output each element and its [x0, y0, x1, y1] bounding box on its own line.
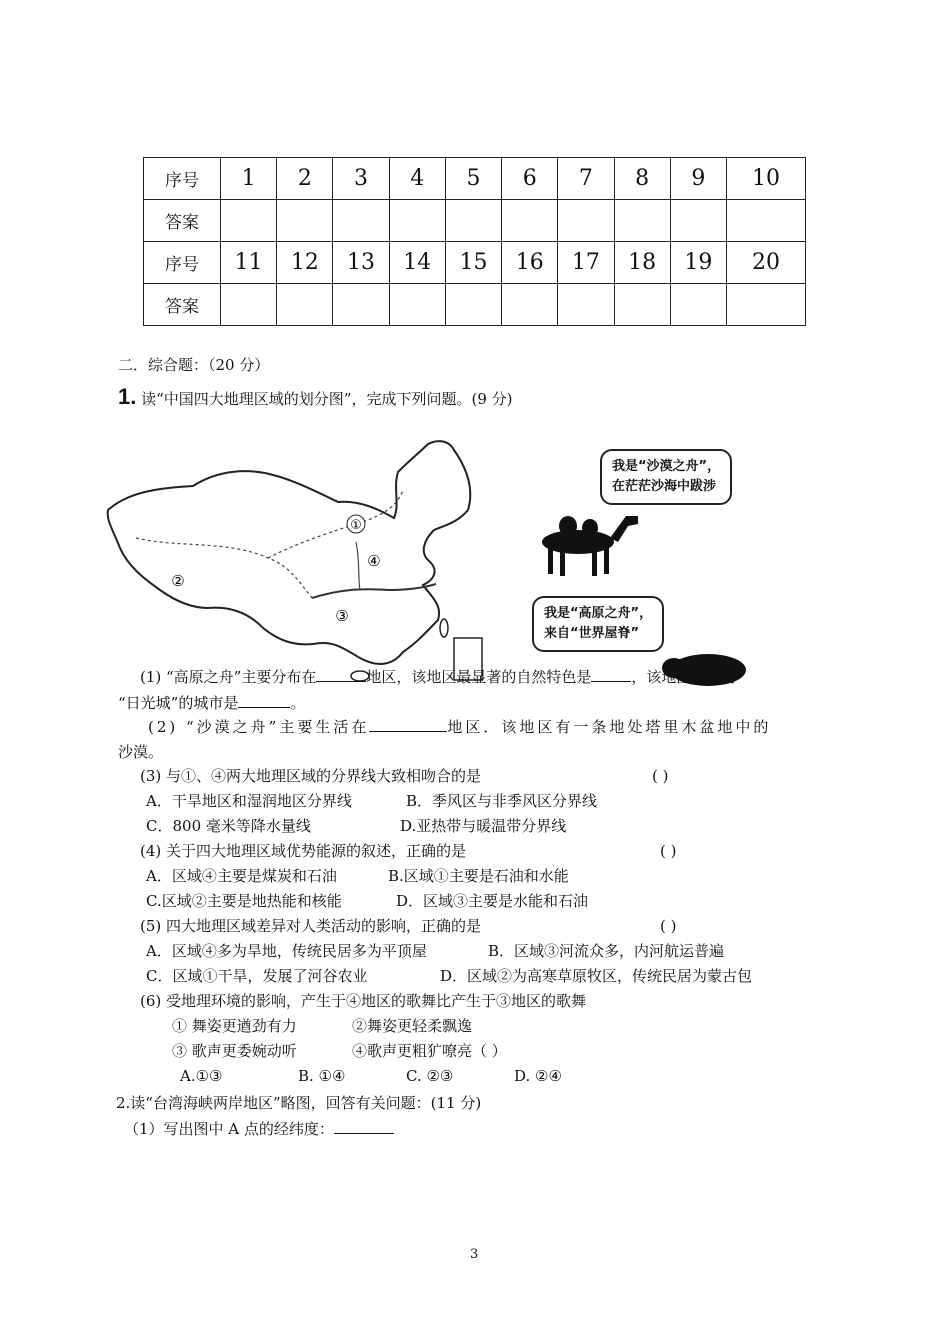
- q1-sub3-stem: (3) 与①、④两大地理区域的分界线大致相吻合的是: [140, 767, 482, 785]
- page-number: 3: [470, 1247, 479, 1262]
- table-row: [144, 200, 806, 242]
- answer-paren[interactable]: ( ): [660, 842, 677, 860]
- option-a: A．干旱地区和湿润地区分界线: [146, 792, 352, 810]
- option-a: A．区域④多为旱地，传统民居多为平顶屋: [146, 942, 427, 960]
- option-b: B．区域③河流众多，内河航运普遍: [488, 942, 725, 960]
- answer-cell[interactable]: [614, 200, 670, 242]
- camel-picture: [542, 516, 638, 576]
- table-cell: 20: [727, 242, 806, 284]
- answer-cell[interactable]: [389, 284, 445, 326]
- region-label-1: ①: [350, 518, 362, 533]
- option-b: B. ①④: [298, 1067, 346, 1085]
- answer-cell[interactable]: [670, 284, 726, 326]
- table-cell: 15: [445, 242, 501, 284]
- region-label-2: ②: [171, 572, 185, 590]
- row-label: 答案: [144, 200, 221, 242]
- table-cell: 3: [333, 158, 389, 200]
- table-cell: 19: [670, 242, 726, 284]
- q1-sub4-stem: (4) 关于四大地理区域优势能源的叙述，正确的是: [140, 842, 467, 860]
- table-cell: 5: [445, 158, 501, 200]
- camel-speech-bubble: [600, 449, 732, 505]
- boundary-line: [356, 542, 360, 590]
- camel-bubble-line: 在茫茫沙海中跋涉: [612, 479, 717, 494]
- answer-cell[interactable]: [221, 200, 277, 242]
- q1-sub5-stem: (5) 四大地理区域差异对人类活动的影响，正确的是: [140, 917, 482, 935]
- option-a: A.①③: [180, 1067, 223, 1085]
- boundary-line: [136, 538, 312, 598]
- answer-blank[interactable]: [238, 692, 290, 708]
- row-label: 答案: [144, 284, 221, 326]
- option-a: A．区域④主要是煤炭和石油: [146, 867, 337, 885]
- boundary-line: [312, 584, 436, 598]
- q1-sub6-stem: (6) 受地理环境的影响，产生于④地区的歌舞比产生于③地区的歌舞: [140, 992, 587, 1010]
- region-label-4: ④: [367, 552, 381, 570]
- answer-cell[interactable]: [727, 200, 806, 242]
- q2-sub1: （1）写出图中 A 点的经纬度：: [124, 1118, 394, 1139]
- answer-cell[interactable]: [445, 200, 501, 242]
- answer-cell[interactable]: [614, 284, 670, 326]
- answer-cell[interactable]: [221, 284, 277, 326]
- table-cell: 6: [502, 158, 558, 200]
- q1-number: 1.: [118, 384, 137, 409]
- answer-paren[interactable]: ( ): [652, 767, 669, 785]
- table-cell: 8: [614, 158, 670, 200]
- table-cell: 18: [614, 242, 670, 284]
- row-label: 序号: [144, 242, 221, 284]
- option-b: B.区域①主要是石油和水能: [388, 867, 569, 885]
- option-d: D．区域②为高寒草原牧区，传统民居为蒙古包: [440, 967, 753, 985]
- answer-cell[interactable]: [333, 284, 389, 326]
- option-d: D．区域③主要是水能和石油: [396, 892, 589, 910]
- section-title: 二．综合题：（20 分）: [118, 356, 270, 374]
- table-cell: 13: [333, 242, 389, 284]
- option-c: C.区域②主要是地热能和核能: [146, 892, 342, 910]
- taiwan-island: [440, 619, 448, 637]
- q1-sub1-line2: “日光城”的城市是 。: [118, 694, 306, 712]
- answer-cell[interactable]: [277, 284, 333, 326]
- table-row: [144, 284, 806, 326]
- statement-2: ②舞姿更轻柔飘逸: [352, 1017, 473, 1035]
- yak-bubble-line: 我是“高原之舟”，: [544, 606, 653, 621]
- option-d: D.亚热带与暖温带分界线: [400, 817, 567, 835]
- row-label: 序号: [144, 158, 221, 200]
- table-cell: 7: [558, 158, 614, 200]
- answer-cell[interactable]: [558, 200, 614, 242]
- answer-blank[interactable]: [591, 666, 631, 682]
- table-cell: 1: [221, 158, 277, 200]
- q1-stem: [118, 384, 513, 409]
- camel-bubble-line: 我是“沙漠之舟”，: [612, 459, 721, 474]
- table-cell: 17: [558, 242, 614, 284]
- answer-blank[interactable]: [334, 1118, 394, 1134]
- option-d: D. ②④: [514, 1067, 562, 1085]
- option-c: C. ②③: [406, 1067, 454, 1085]
- statement-1: ① 舞姿更遒劲有力: [172, 1017, 297, 1035]
- q2-stem: 2.读“台湾海峡两岸地区”略图，回答有关问题：(11 分): [116, 1094, 482, 1112]
- answer-table: [143, 157, 806, 326]
- answer-cell[interactable]: [670, 200, 726, 242]
- table-cell: 10: [727, 158, 806, 200]
- option-b: B．季风区与非季风区分界线: [406, 792, 598, 810]
- answer-blank[interactable]: [369, 716, 447, 732]
- answer-cell[interactable]: [277, 200, 333, 242]
- table-cell: 4: [389, 158, 445, 200]
- q1-stem-text: 读“中国四大地理区域的划分图”，完成下列问题。(9 分): [141, 390, 513, 408]
- table-cell: 2: [277, 158, 333, 200]
- statement-3: ③ 歌声更委婉动听: [172, 1042, 297, 1060]
- option-c: C．800 毫米等降水量线: [146, 817, 311, 835]
- q1-sub2-line2: 沙漠。: [118, 743, 164, 761]
- answer-cell[interactable]: [333, 200, 389, 242]
- option-c: C．区域①干旱，发展了河谷农业: [146, 967, 368, 985]
- answer-cell[interactable]: [502, 200, 558, 242]
- china-outline: [108, 441, 471, 664]
- table-cell: 11: [221, 242, 277, 284]
- region-label-3: ③: [335, 607, 349, 625]
- answer-cell[interactable]: [558, 284, 614, 326]
- yak-bubble-line: 来自“世界屋脊”: [544, 626, 640, 641]
- answer-paren[interactable]: ( ): [660, 917, 677, 935]
- answer-cell[interactable]: [445, 284, 501, 326]
- q1-sub1-line1: (1) “高原之舟”主要分布在 地区，该地区最显著的自然特色是 ，该地区被称为: [140, 668, 737, 686]
- table-cell: 14: [389, 242, 445, 284]
- answer-cell[interactable]: [502, 284, 558, 326]
- q1-sub2-line1: (2) “沙漠之舟”主要生活在 地区．该地区有一条地处塔里木盆地中的: [148, 718, 772, 736]
- table-cell: 9: [670, 158, 726, 200]
- table-row: [144, 158, 806, 200]
- answer-cell[interactable]: [727, 284, 806, 326]
- answer-cell[interactable]: [389, 200, 445, 242]
- table-cell: 12: [277, 242, 333, 284]
- statement-4: ④歌声更粗犷嘹亮（ ）: [352, 1042, 507, 1060]
- yak-speech-bubble: [532, 596, 664, 652]
- table-cell: 16: [502, 242, 558, 284]
- answer-blank[interactable]: [316, 666, 366, 682]
- table-row: [144, 242, 806, 284]
